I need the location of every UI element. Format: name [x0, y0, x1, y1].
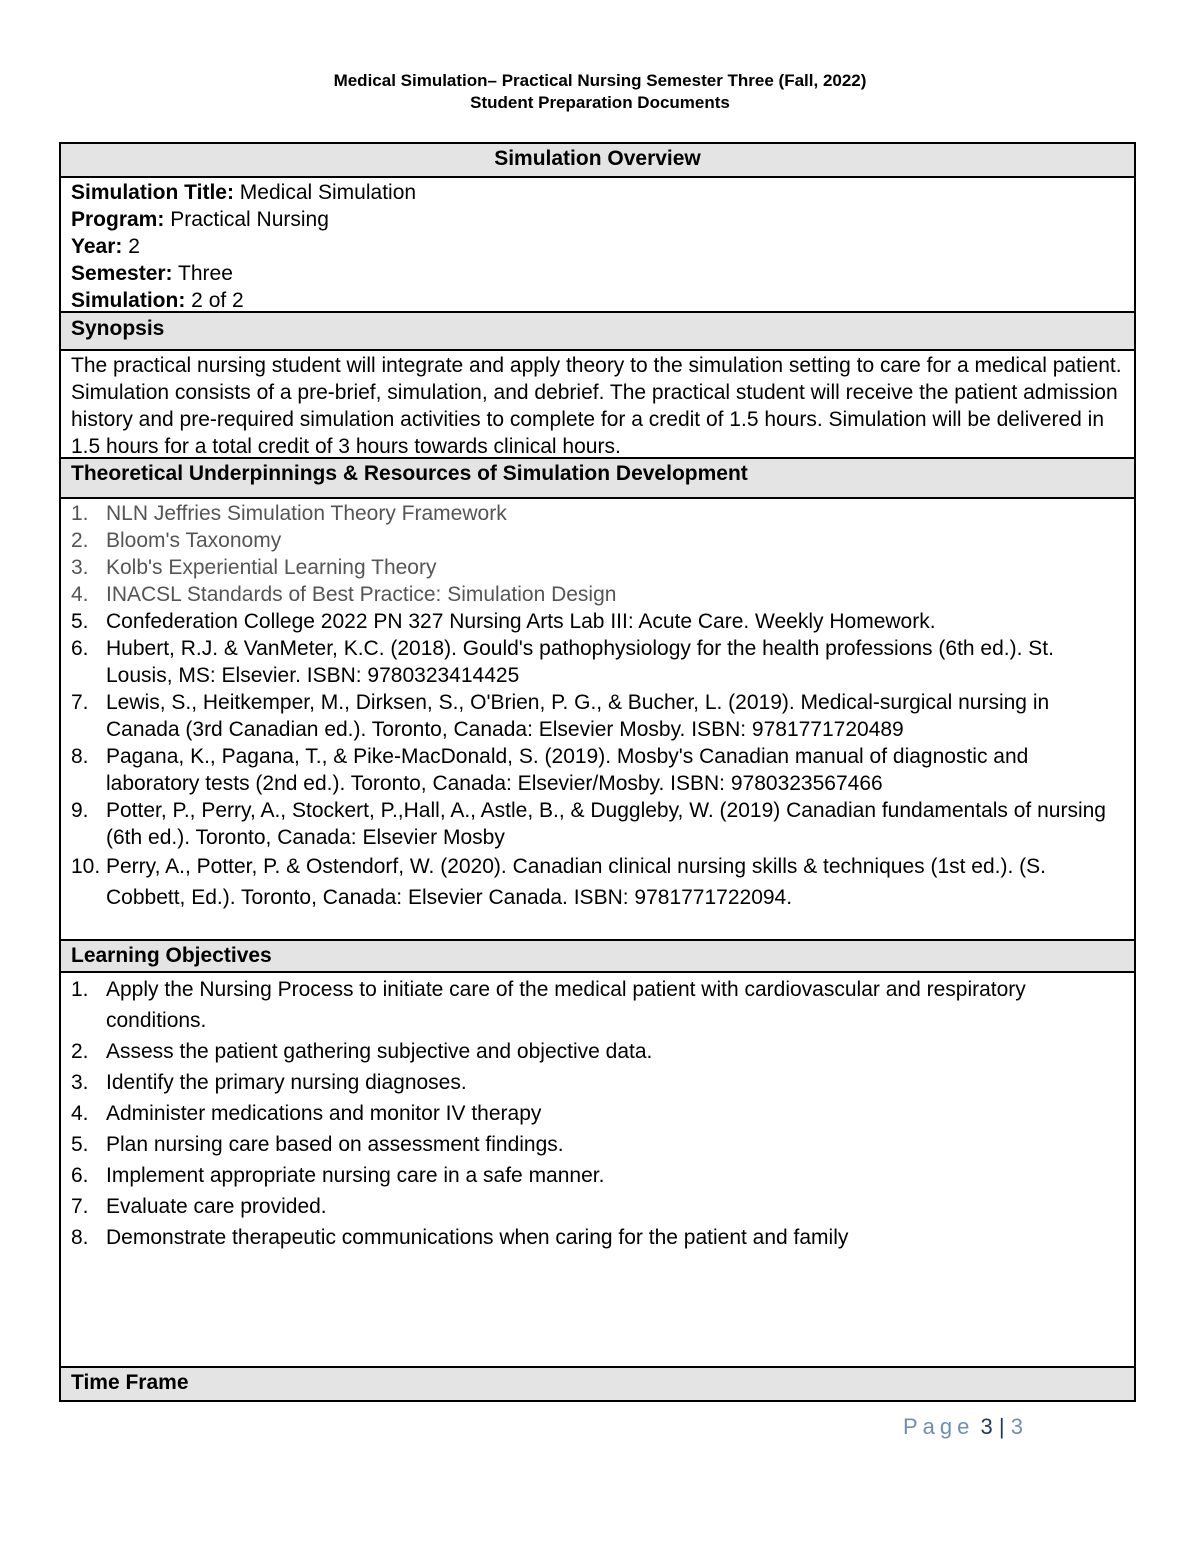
synopsis-text: The practical nursing student will integrate and apply theory to the simulation setting to care for a medical patient. Simulation consists of a pre-brief, simulation, and debrief. The practical student will receive the patient admission history and pre-required simulation activities to complete for a credit of 1.5 hours. Simulation will be delivered in 1.5 hours for a total credit of 3 hours towards clinical hours.: [61, 351, 1134, 459]
list-item-text: Lewis, S., Heitkemper, M., Dirksen, S., O'Brien, P. G., & Bucher, L. (2019). Medical-surgical nursing in Canada (3rd Canadian ed.). Toronto, Canada: Elsevier Mosby. ISBN: 9781771720489: [106, 691, 1050, 741]
field-label: Simulation:: [71, 289, 186, 312]
field-value: 2: [122, 235, 140, 258]
overview-field-semester: [71, 260, 1124, 287]
timeframe-heading: Time Frame: [61, 1368, 1134, 1400]
list-item-number: 10.: [71, 855, 101, 878]
overview-heading: Simulation Overview: [61, 144, 1134, 178]
list-item: [71, 527, 1124, 554]
list-item: [71, 851, 1124, 913]
list-item-number: 6.: [71, 637, 89, 660]
field-label: Program:: [71, 208, 165, 231]
list-item-number: 5.: [71, 610, 89, 633]
document-title: Medical Simulation– Practical Nursing Semester Three (Fall, 2022): [333, 71, 867, 90]
list-item: [71, 1036, 1124, 1067]
overview-field-year: [71, 233, 1124, 260]
list-item: [71, 974, 1124, 1036]
list-item-number: 1.: [71, 978, 89, 1001]
list-item-number: 7.: [71, 1195, 89, 1218]
list-item-text: Perry, A., Potter, P. & Ostendorf, W. (2020). Canadian clinical nursing skills & techniques (1st ed.). (S. Cobbett, Ed.). Toronto, Canada: Elsevier Canada. ISBN: 9781771722094.: [106, 855, 1046, 909]
list-item: [71, 635, 1124, 689]
field-value: Practical Nursing: [164, 208, 329, 231]
list-item: [71, 608, 1124, 635]
list-item-number: 1.: [71, 502, 89, 525]
page-current: 3: [980, 1414, 993, 1439]
list-item: [71, 1222, 1124, 1253]
synopsis-heading: Synopsis: [61, 313, 1134, 351]
list-item-text: Kolb's Experiential Learning Theory: [106, 556, 437, 579]
list-item: [71, 500, 1124, 527]
objectives-list: [71, 974, 1124, 1253]
list-item-text: NLN Jeffries Simulation Theory Framework: [106, 502, 507, 525]
list-item-number: 4.: [71, 583, 89, 606]
list-item-number: 3.: [71, 556, 89, 579]
field-label: Semester:: [71, 262, 173, 285]
list-item: [71, 689, 1124, 743]
list-item-number: 3.: [71, 1071, 89, 1094]
objectives-list-cell: [61, 973, 1134, 1368]
list-item-text: Evaluate care provided.: [106, 1195, 327, 1218]
objectives-heading: Learning Objectives: [61, 941, 1134, 973]
simulation-table: [59, 142, 1136, 1402]
overview-field-simulation: [71, 287, 1124, 314]
list-item-text: Identify the primary nursing diagnoses.: [106, 1071, 467, 1094]
list-item-number: 8.: [71, 1226, 89, 1249]
list-item: [71, 797, 1124, 851]
list-item: [71, 1129, 1124, 1160]
list-item: [71, 1098, 1124, 1129]
list-item: [71, 1191, 1124, 1222]
page-separator: |: [998, 1414, 1005, 1439]
list-item-text: INACSL Standards of Best Practice: Simulation Design: [106, 583, 617, 606]
document-header: [0, 70, 1200, 114]
field-label: Simulation Title:: [71, 181, 234, 204]
theory-list-cell: [61, 499, 1134, 941]
list-item-text: Bloom's Taxonomy: [106, 529, 282, 552]
page-total: 3: [1010, 1414, 1023, 1439]
list-item-text: Demonstrate therapeutic communications when caring for the patient and family: [106, 1226, 849, 1249]
list-item-text: Administer medications and monitor IV therapy: [106, 1102, 542, 1125]
document-subtitle: Student Preparation Documents: [470, 93, 730, 112]
list-item-text: Apply the Nursing Process to initiate care of the medical patient with cardiovascular and respiratory conditions.: [106, 978, 1026, 1032]
overview-field-title: [71, 179, 1124, 206]
list-item-text: Implement appropriate nursing care in a safe manner.: [106, 1164, 605, 1187]
overview-field-program: [71, 206, 1124, 233]
list-item-number: 2.: [71, 1040, 89, 1063]
list-item-text: Pagana, K., Pagana, T., & Pike-MacDonald, S. (2019). Mosby's Canadian manual of diagnostic and laboratory tests (2nd ed.). Toronto, Canada: Elsevier/Mosby. ISBN: 9780323567466: [106, 745, 1029, 795]
field-value: 2 of 2: [185, 289, 244, 312]
list-item-number: 7.: [71, 691, 89, 714]
theory-heading: Theoretical Underpinnings & Resources of Simulation Development: [61, 459, 1134, 499]
list-item-number: 5.: [71, 1133, 89, 1156]
list-item: [71, 1160, 1124, 1191]
field-label: Year:: [71, 235, 123, 258]
page-footer: [903, 1414, 1023, 1440]
page-word: Page: [903, 1414, 975, 1439]
list-item-number: 8.: [71, 745, 89, 768]
list-item-number: 4.: [71, 1102, 89, 1125]
field-value: Three: [172, 262, 233, 285]
list-item-number: 6.: [71, 1164, 89, 1187]
list-item-text: Potter, P., Perry, A., Stockert, P.,Hall, A., Astle, B., & Duggleby, W. (2019) Canadian fundamentals of nursing (6th ed.). Toronto, Canada: Elsevier Mosby: [106, 799, 1106, 849]
list-item-number: 2.: [71, 529, 89, 552]
list-item-number: 9.: [71, 799, 89, 822]
list-item-text: Hubert, R.J. & VanMeter, K.C. (2018). Gould's pathophysiology for the health professions (6th ed.). St. Lousis, MS: Elsevier. ISBN: 9780323414425: [106, 637, 1054, 687]
list-item-text: Confederation College 2022 PN 327 Nursing Arts Lab III: Acute Care. Weekly Homework.: [106, 610, 936, 633]
overview-fields: [61, 178, 1134, 313]
list-item: [71, 743, 1124, 797]
list-item: [71, 581, 1124, 608]
list-item-text: Assess the patient gathering subjective and objective data.: [106, 1040, 653, 1063]
field-value: Medical Simulation: [233, 181, 417, 204]
theory-list: [71, 500, 1124, 913]
list-item: [71, 554, 1124, 581]
list-item-text: Plan nursing care based on assessment findings.: [106, 1133, 564, 1156]
list-item: [71, 1067, 1124, 1098]
